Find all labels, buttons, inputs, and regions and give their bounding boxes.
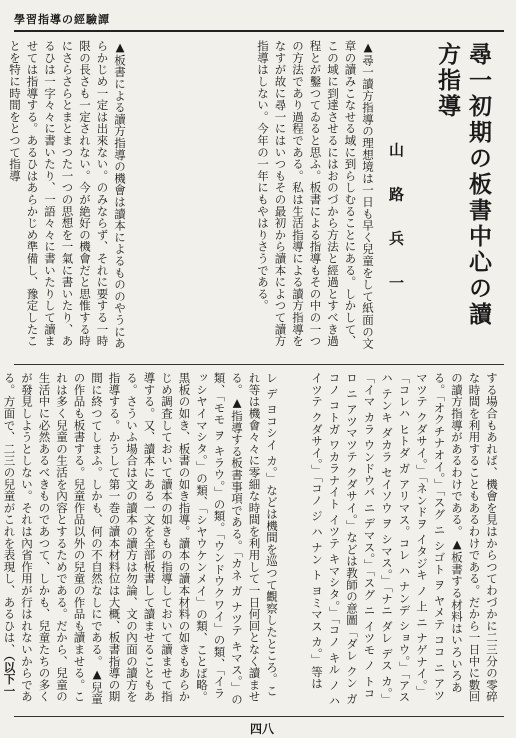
body-column-bottom-right: する場合もあれば、機會を見はからつてわづかに二三分の零碎な時間を利用することもあるわけである。だから一日中に數回の讀方指導があるわけである。▲板書する材料はいろいろある。「オクチナオイ。」「スグ ニ シゴト ヲ ヤメテ ココ ニ アツマツテ クダサイ。」「ネンドヲ イタジキ ノ 上 ニ ナゲナイ。」「コレハ ヒトダ ガ アリマス。コレ ハ ナンデ ショウ。」「アスハ テンキ ダカラ セイソウ ヲ シマス。」「ナニ ダレ デス カ。」「イマ カラ ウンドウバ ニ デマス。」「スグ ニ イツモ ノ トコロ ニ アツマツテ クダサイ。」などは教師の意圖「ダレ クン ガ コノ コトガ ワカラナイト イツテ キマシタ。」「コノ キル ノ ハ イツテ クダサイ。」「コノ ジ ハ ナン ト ヨミマス カ。」等は: [310, 372, 499, 707]
body-column-top-left: ▲板書による讀方指導の機會は讀本によるもののやうにあらかじめ一定は出來ない。のみならず、それに要する一時限の長さも一定されない。今が絶好の機會だと思惟する時にさらさらとまとまつた一つの思想を一氣に書いたり、あるひは一字々々に書いたり、一語々々に書いたりして讀ませては指導する。あるひはあらかじめ準備し、豫定したことを特に時間をとつて指導: [8, 40, 127, 350]
author-name: 山 路 兵 一: [387, 142, 405, 302]
article-title: 尋一初期の板書中心の讀方指導: [434, 42, 492, 328]
page-number: 四八: [249, 722, 274, 736]
body-column-bottom-left: [2, 372, 280, 708]
body-column-top-right: ▲尋一讀方指導の理想境は一日も早く兒童をして紙面の文章の讀みこなせる域に到らしむることにある。しかして、この域に到達させるにはおのづから方法と經過とすべき過程とが鑿つてゐると思ふ。板書による指導もその中の一つの方法であり過程である。私は生活指導による讀方指導をなすが故に尋一にはいつもその最初から讀本によつて讀方指導はしない。今年の一年にもやはりさうである。: [256, 40, 375, 350]
body-text: レ デ ヨコシイ カ。」などは機間を巡つて觀察したところ。これ等は機會々々に零細な時間を利用して一日何回となく讀ませる。▲指導する板書事項である。「カネ ガ ナツテ キマス。」の類、「モモ ヲ キラウ。」の類。「ウンドウクワイ」の類、「イラッシヤイマシタ。」の類、「シヤウケンメイ」の類、ことば略。黒板の如き、板書の如き指導。讀本の讀本材料の如きもあらかじめ調査しておいて讀本の如きもの指導しておいて讀ませて指導する。又、讀本にある一文を全部板書して讀ませることもある。さういふ場合は文の讀本の讀方は勿論、文の內面の讀方を指導する。かうして第一巻の讀本材料位は大概、板書指導の期間に終つてしまふ。しかも、何の不自然なしにである。▲兒童の作品も板書する。兒童作品以外の兒童の作品も讀ませる。これは多く兒童の生活を內容とするためである。だから、兒童の生活中に必然あるべきものであつて、しかも、兒童たちの多くが發見しようとしない。それは內省作用が行はれないからである。方面で、二三の兒童がこれを表現し、あるひは、: [2, 372, 279, 706]
bottom-rule: [14, 716, 504, 717]
running-header: 學習指導の經驗譚: [14, 13, 110, 26]
continued-note: （以下一: [2, 655, 17, 697]
top-rule: [14, 30, 504, 32]
middle-rule: [14, 364, 504, 365]
